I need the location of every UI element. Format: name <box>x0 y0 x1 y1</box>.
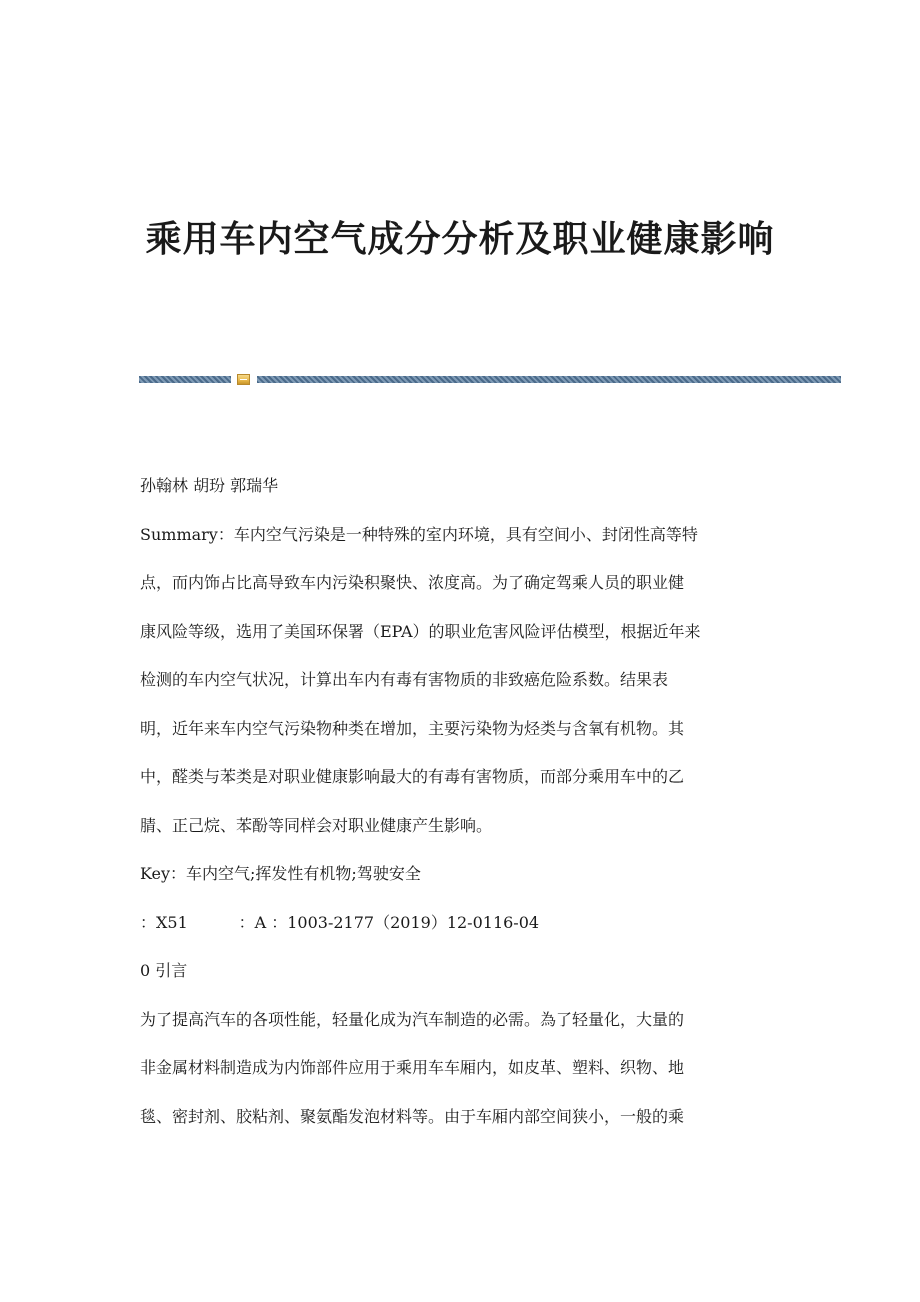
keywords-line: Key：车内空气;挥发性有机物;驾驶安全 <box>140 864 421 883</box>
intro-line: 非金属材料制造成为内饰部件应用于乘用车车厢内，如皮革、塑料、织物、地 <box>140 1058 685 1077</box>
intro-paragraph <box>140 996 780 1142</box>
document-body <box>140 462 780 1141</box>
summary-line: 明，近年来车内空气污染物种类在增加，主要污染物为烃类与含氧有机物。其 <box>140 718 685 738</box>
document-title: 乘用车内空气成分分析及职业健康影响 <box>145 219 775 260</box>
section-heading: 0 引言 <box>140 961 188 980</box>
divider-ornament-icon <box>237 374 250 385</box>
intro-line: 毯、密封剂、胶粘剂、聚氨酯发泡材料等。由于车厢内部空间狭小，一般的乘 <box>140 1106 685 1126</box>
intro-line: 为了提高汽车的各项性能，轻量化成为汽车制造的必需。為了轻量化，大量的 <box>140 1009 685 1029</box>
title-divider <box>139 374 841 385</box>
divider-right-segment <box>257 376 841 383</box>
summary-line: Summary：车内空气污染是一种特殊的室内环境，具有空间小、封闭性高等特 <box>140 524 698 544</box>
summary-line: 中，醛类与苯类是对职业健康影响最大的有毒有害物质，而部分乘用车中的乙 <box>140 767 685 786</box>
summary-line: 康风险等级，选用了美国环保署（EPA）的职业危害风险评估模型，根据近年来 <box>140 621 701 641</box>
summary-paragraph <box>140 511 780 851</box>
summary-line: 点，而内饰占比高导致车内污染积聚快、浓度高。为了确定驾乘人员的职业健 <box>140 573 685 592</box>
summary-line: 检测的车内空气状况，计算出车内有毒有害物质的非致癌危险系数。结果表 <box>140 670 669 689</box>
authors-line: 孙翰林 胡玢 郭瑞华 <box>140 476 279 495</box>
summary-line: 腈、正己烷、苯酚等同样会对职业健康产生影响。 <box>140 815 493 835</box>
divider-left-segment <box>139 376 231 383</box>
classification-line: ：X51 ：A ：1003-2177（2019）12-0116-04 <box>140 912 540 932</box>
